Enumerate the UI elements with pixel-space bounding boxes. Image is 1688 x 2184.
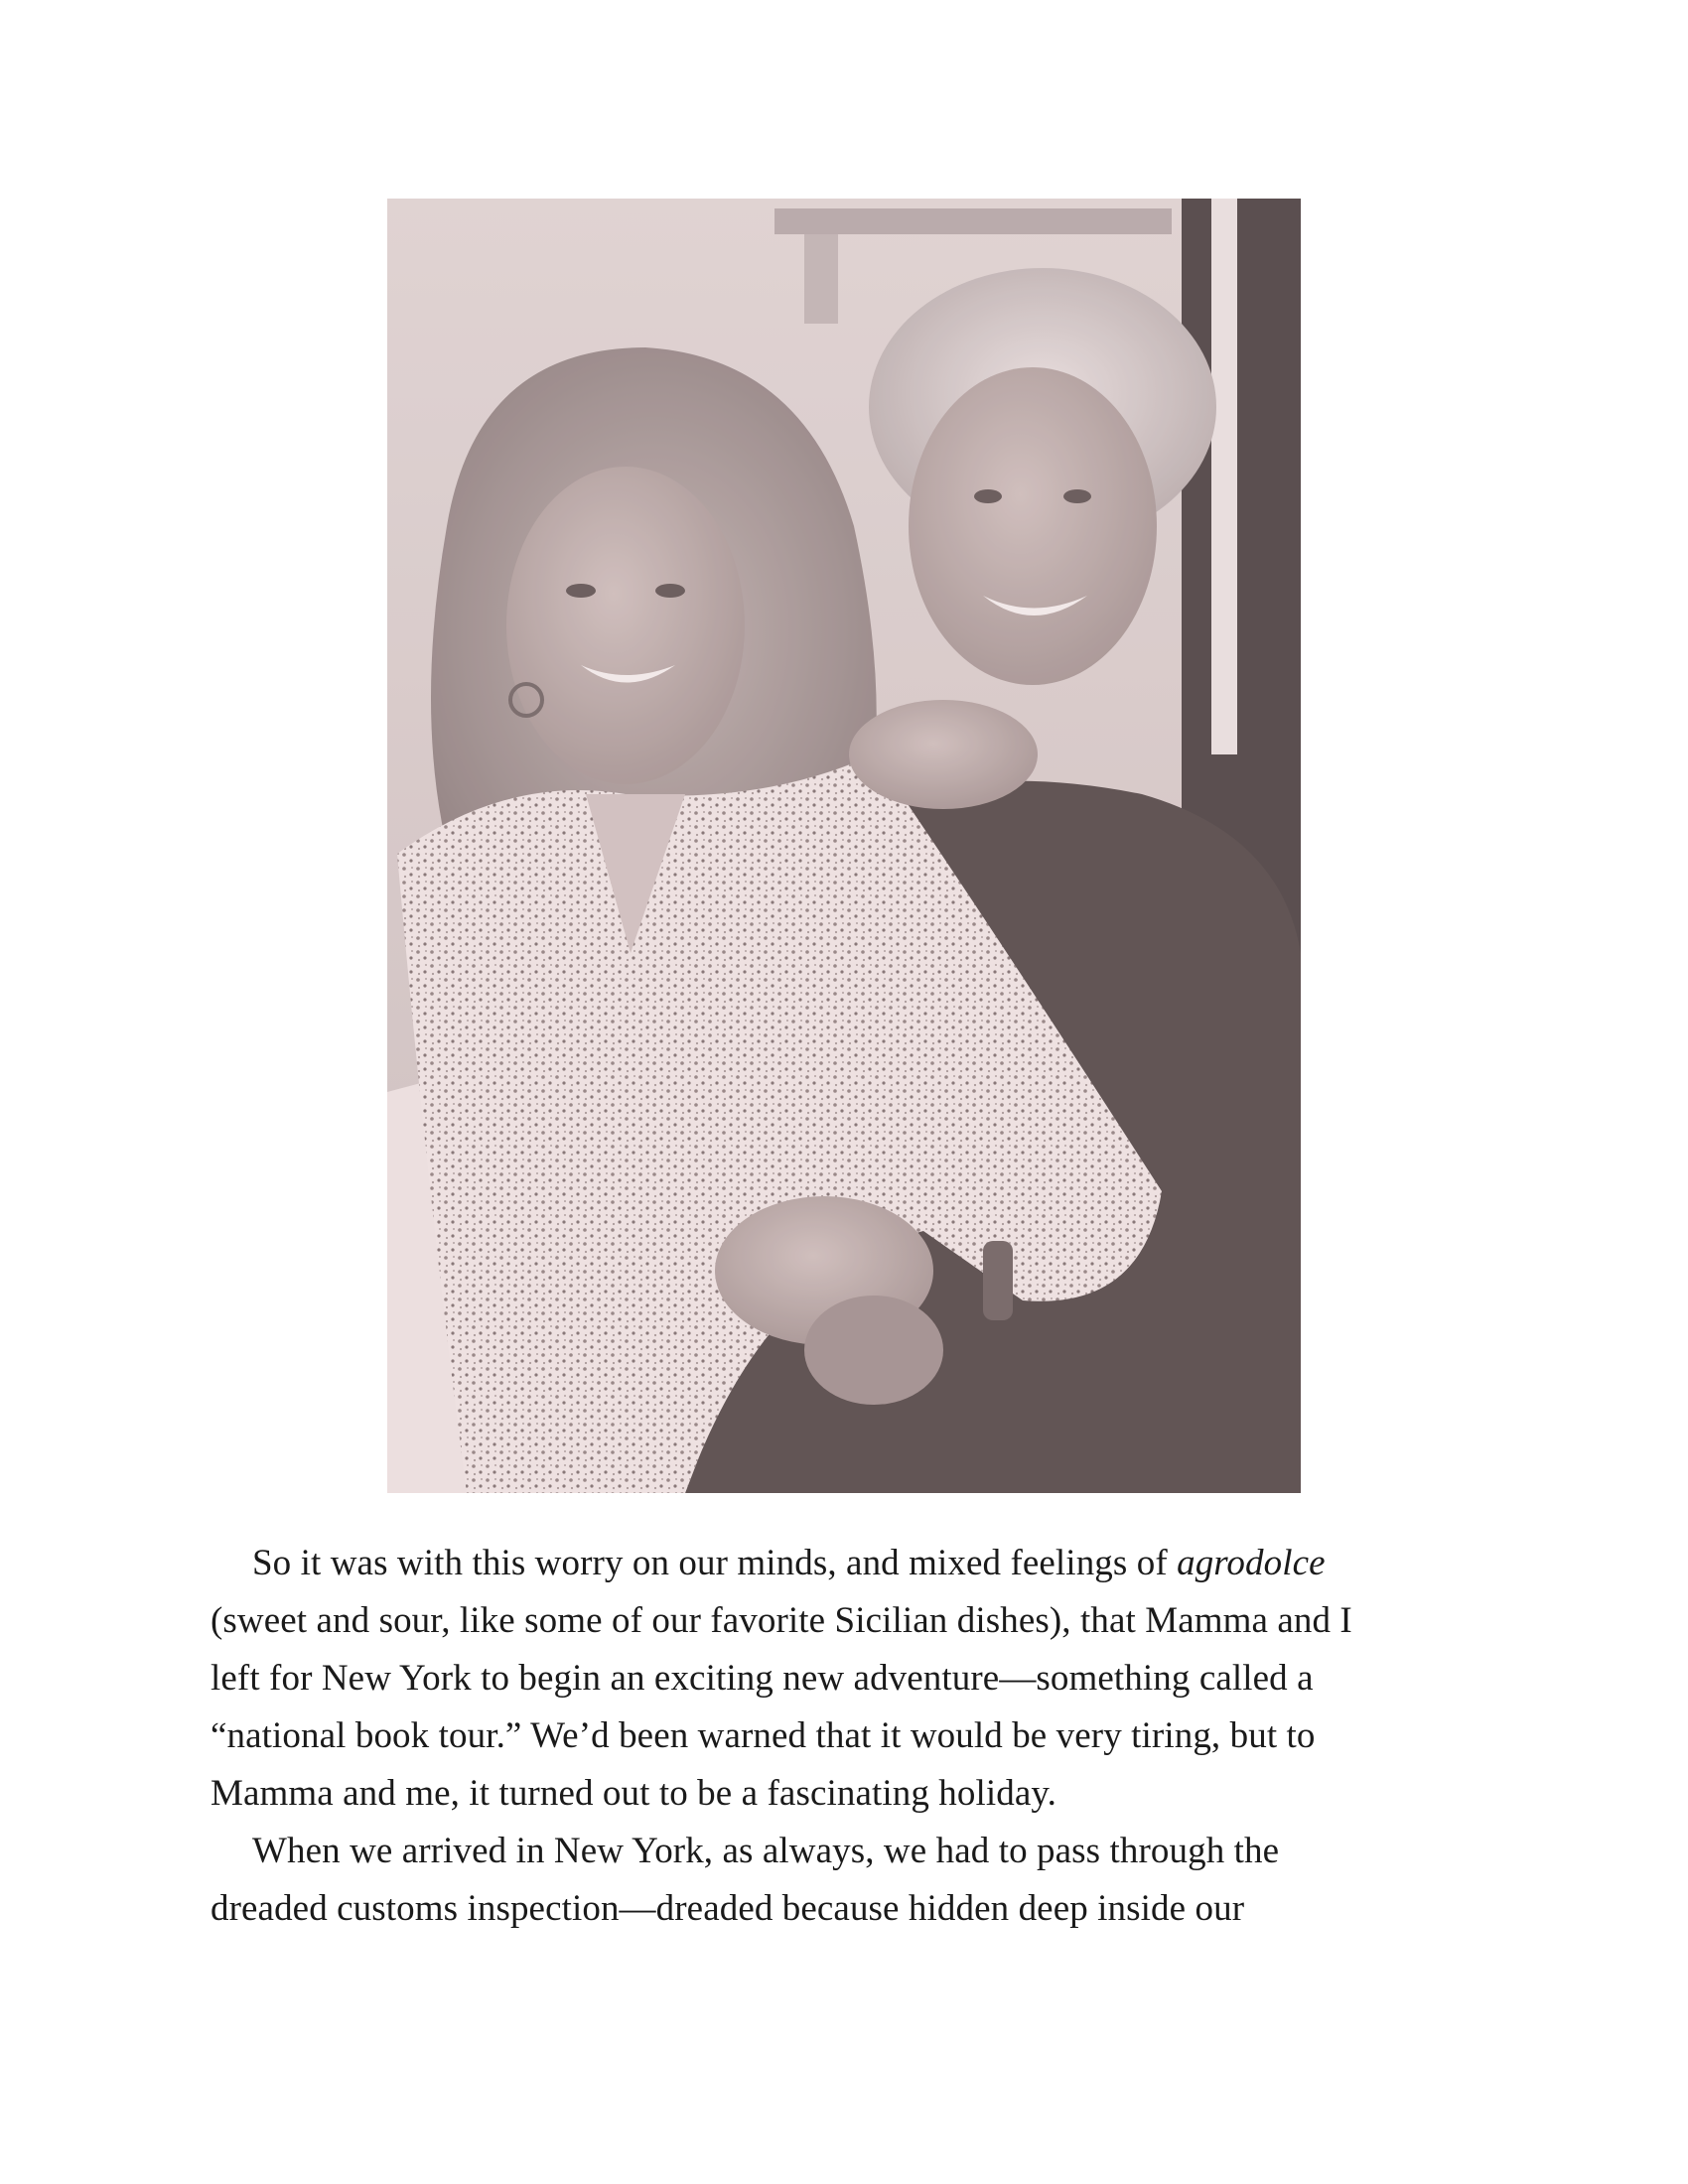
text-line: left for New York to begin an exciting new adventure—something called a	[211, 1658, 1314, 1699]
text-line: (sweet and sour, like some of our favorite Sicilian dishes), that Mamma and I	[211, 1600, 1352, 1641]
portrait-photo	[387, 199, 1301, 1493]
text-line	[211, 1535, 1501, 1592]
paragraph-1	[211, 1535, 1501, 1823]
italic-term: agrodolce	[1177, 1543, 1326, 1583]
text-run: So it was with this worry on our minds, and mixed feelings of	[252, 1543, 1178, 1583]
text-line: “national book tour.” We’d been warned that it would be very tiring, but to	[211, 1715, 1316, 1756]
text-line: dreaded customs inspection—dreaded because hidden deep inside our	[211, 1888, 1245, 1929]
text-line: When we arrived in New York, as always, we had to pass through the	[252, 1831, 1280, 1871]
body-text	[211, 1535, 1501, 1938]
paragraph-2	[211, 1823, 1501, 1938]
text-line: Mamma and me, it turned out to be a fascinating holiday.	[211, 1773, 1056, 1814]
portrait-photo-image	[387, 199, 1301, 1493]
